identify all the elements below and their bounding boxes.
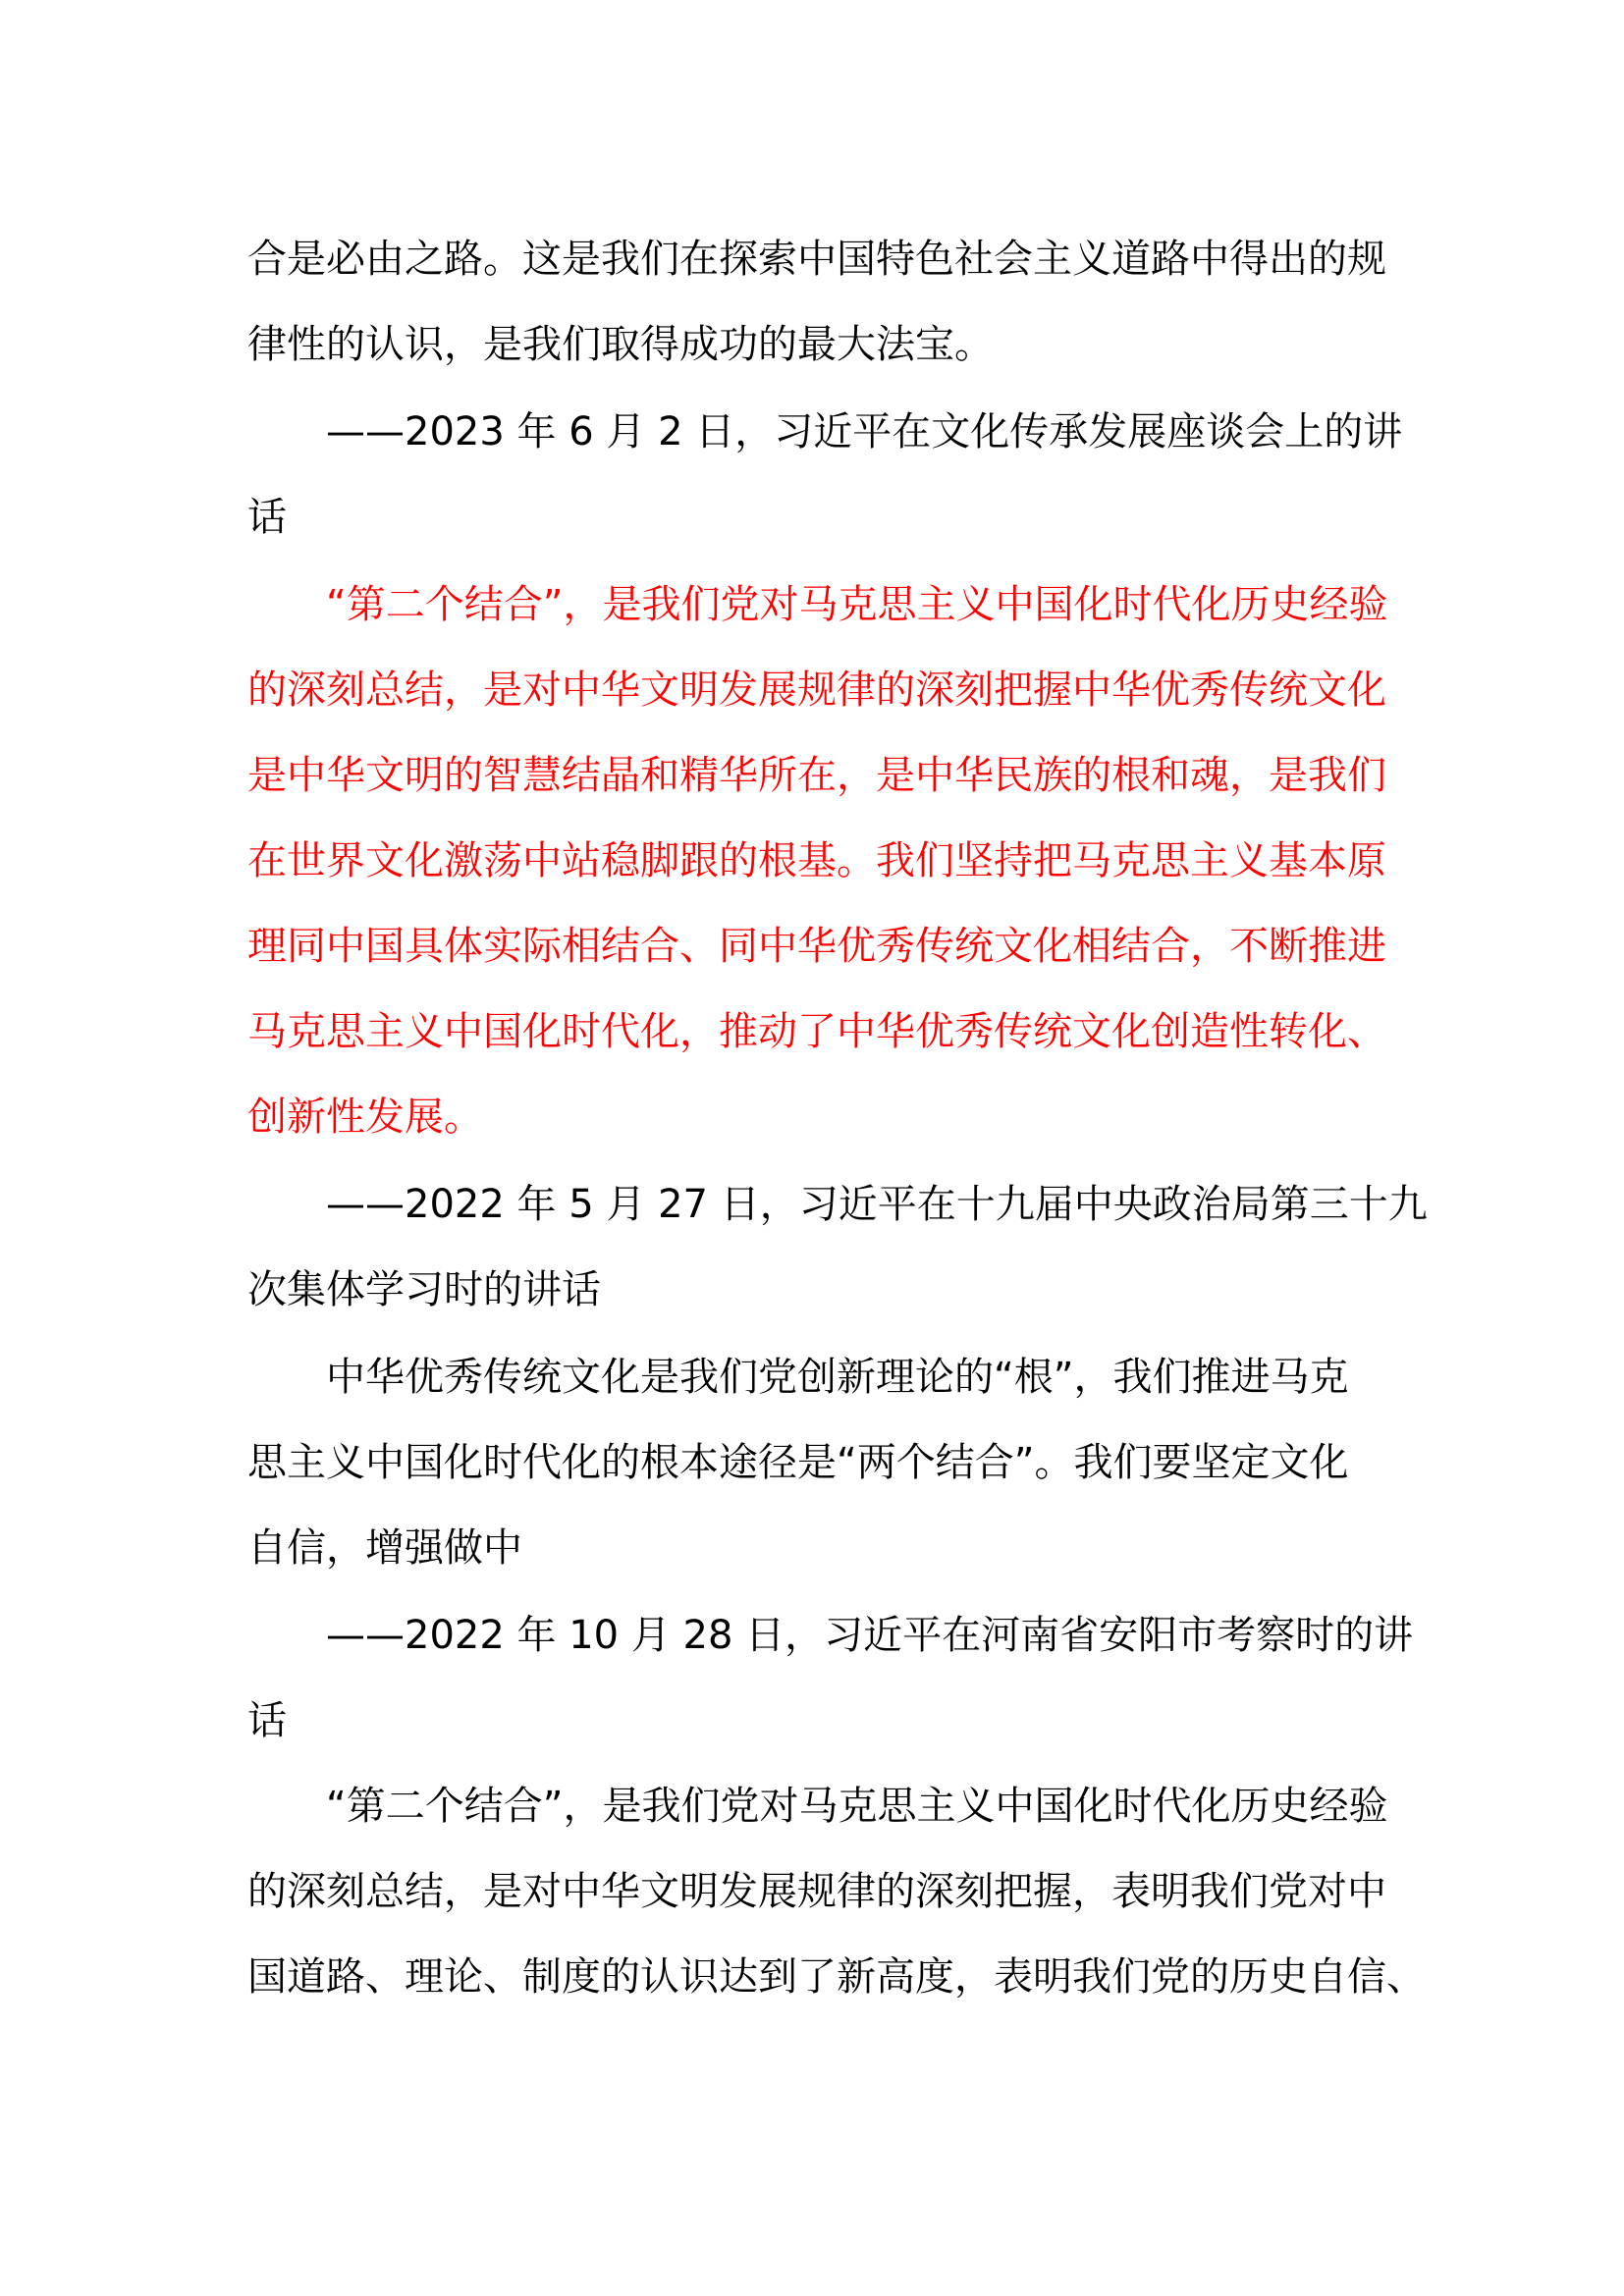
highlighted-line-2: 的深刻总结，是对中华文明发展规律的深刻把握中华优秀传统文化 xyxy=(247,667,1386,713)
text-line-1: 合是必由之路。这是我们在探索中国特色社会主义道路中得出的规 xyxy=(247,237,1386,282)
text-line-6: “第二个结合”，是我们党对马克思主义中国化时代化历史经验 xyxy=(247,1784,1388,1829)
citation-line-6: 话 xyxy=(247,1698,287,1743)
highlighted-line-7: 创新性发展。 xyxy=(247,1095,483,1140)
citation-line-1: ——2023 年 6 月 2 日，习近平在文化传承发展座谈会上的讲 xyxy=(247,409,1403,454)
highlighted-line-4: 在世界文化激荡中站稳脚跟的根基。我们坚持把马克思主义基本原 xyxy=(247,838,1386,883)
highlighted-line-1: “第二个结合”，是我们党对马克思主义中国化时代化历史经验 xyxy=(247,582,1388,627)
citation-line-5: ——2022 年 10 月 28 日，习近平在河南省安阳市考察时的讲 xyxy=(247,1613,1414,1658)
highlighted-line-6: 马克思主义中国化时代化，推动了中华优秀传统文化创造性转化、 xyxy=(247,1009,1386,1054)
text-line-2: 律性的认识，是我们取得成功的最大法宝。 xyxy=(247,322,994,367)
text-line-7: 的深刻总结，是对中华文明发展规律的深刻把握，表明我们党对中 xyxy=(247,1869,1386,1914)
highlighted-line-3: 是中华文明的智慧结晶和精华所在，是中华民族的根和魂，是我们 xyxy=(247,753,1386,798)
citation-line-2: 话 xyxy=(247,495,287,540)
text-line-8: 国道路、理论、制度的认识达到了新高度，表明我们党的历史自信、 xyxy=(247,1954,1426,2000)
citation-line-4: 次集体学习时的讲话 xyxy=(247,1267,601,1312)
citation-line-3: ——2022 年 5 月 27 日，习近平在十九届中央政治局第三十九 xyxy=(247,1182,1428,1227)
text-line-4: 思主义中国化时代化的根本途径是“两个结合”。我们要坚定文化 xyxy=(247,1440,1349,1485)
text-line-3: 中华优秀传统文化是我们党创新理论的“根”，我们推进马克 xyxy=(247,1355,1349,1400)
highlighted-line-5: 理同中国具体实际相结合、同中华优秀传统文化相结合，不断推进 xyxy=(247,924,1386,969)
text-line-5: 自信，增强做中 xyxy=(247,1525,522,1571)
